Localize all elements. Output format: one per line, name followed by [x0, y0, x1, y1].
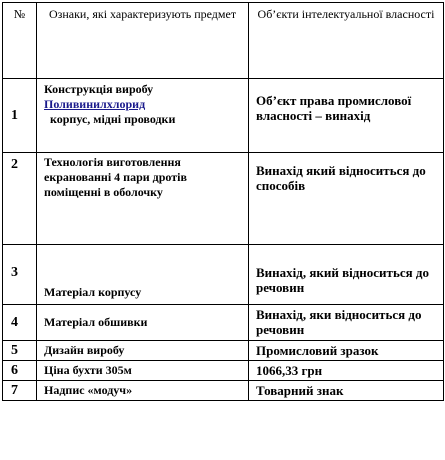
row-feature: Матеріал обшивки — [37, 305, 249, 341]
table-header-row — [3, 3, 444, 79]
row-number: 5 — [3, 341, 37, 361]
row-object: 1066,33 грн — [249, 361, 444, 381]
row-feature: Дизайн виробу — [37, 341, 249, 361]
row-number: 3 — [3, 245, 37, 305]
material-link[interactable]: Поливинилхлорид — [44, 97, 146, 111]
table-row — [3, 305, 444, 341]
header-objects: Об’єкти інтелектуальної власності — [249, 3, 444, 79]
row-number: 2 — [3, 153, 37, 245]
row-feature: Технологія виготовлення екранованні 4 пари дротів поміщенні в оболочку — [37, 153, 249, 245]
feature-text: Конструкція виробу — [44, 82, 154, 96]
row-feature: Надпис «модуч» — [37, 381, 249, 401]
row-object: Об’єкт права промислової власності – винахід — [249, 79, 444, 153]
header-number: № — [3, 3, 37, 79]
table-row — [3, 361, 444, 381]
row-object: Товарний знак — [249, 381, 444, 401]
row-number: 4 — [3, 305, 37, 341]
row-object: Винахід який відноситься до способів — [249, 153, 444, 245]
row-feature: Матеріал корпусу — [37, 245, 249, 305]
header-features: Ознаки, які характеризують предмет — [37, 3, 249, 79]
row-object: Промисловий зразок — [249, 341, 444, 361]
ip-objects-table — [2, 2, 444, 401]
table-row — [3, 341, 444, 361]
row-number: 6 — [3, 361, 37, 381]
table-row — [3, 153, 444, 245]
row-number: 1 — [3, 79, 37, 153]
row-object: Винахід, яки відноситься до речовин — [249, 305, 444, 341]
table-row — [3, 381, 444, 401]
table-row — [3, 245, 444, 305]
row-number: 7 — [3, 381, 37, 401]
row-feature — [37, 79, 249, 153]
table-row — [3, 79, 444, 153]
row-object: Винахід, який відноситься до речовин — [249, 245, 444, 305]
feature-text: корпус, мідні проводки — [50, 112, 176, 126]
row-feature: Ціна бухти 305м — [37, 361, 249, 381]
